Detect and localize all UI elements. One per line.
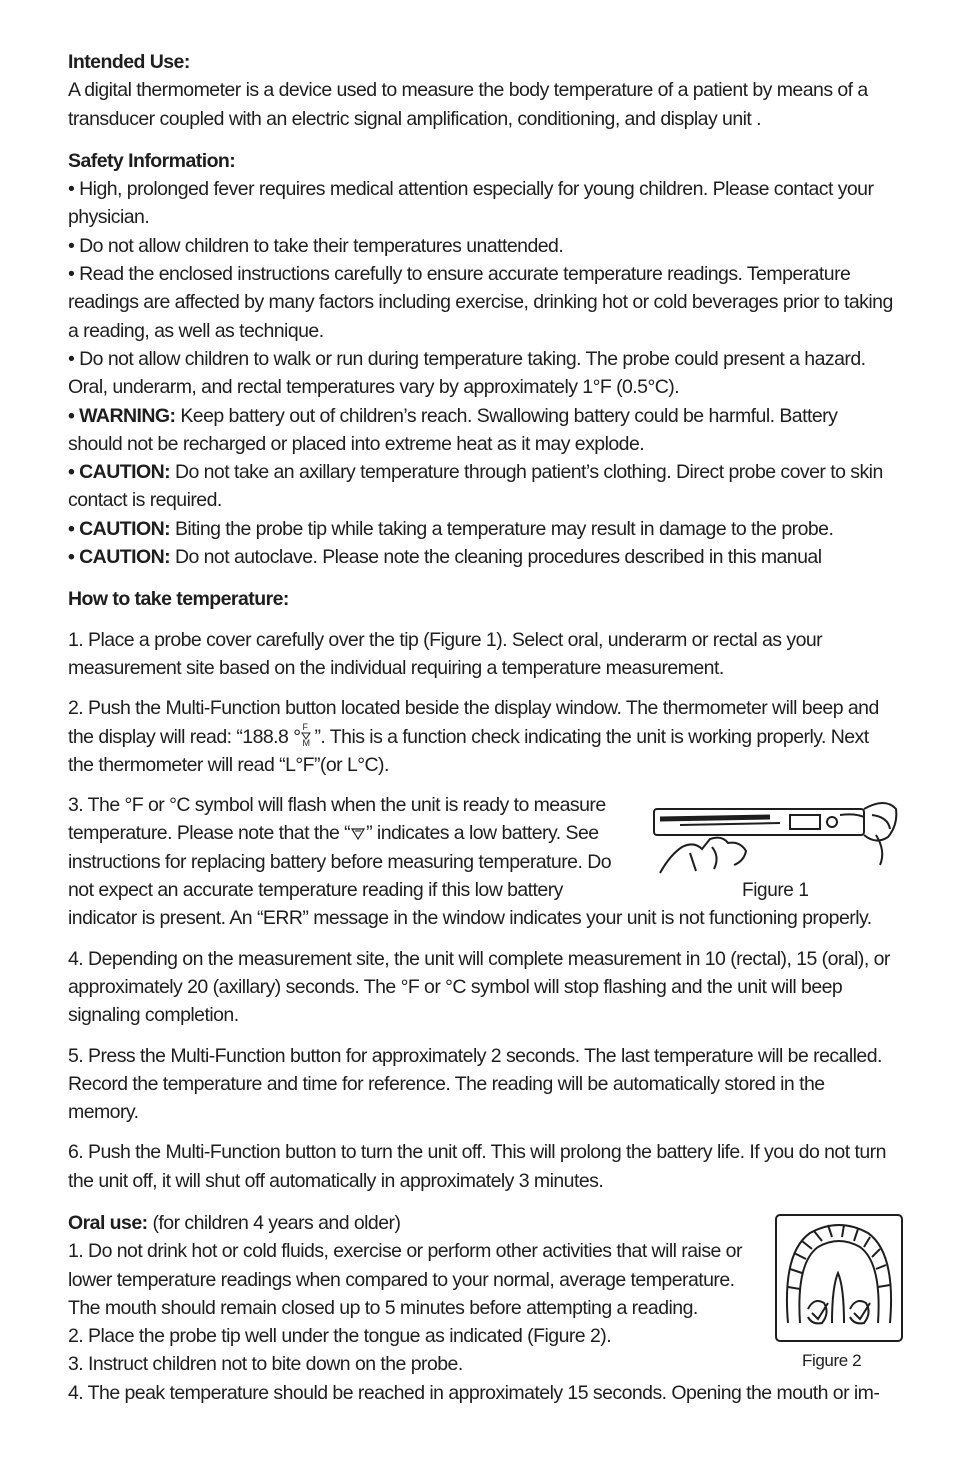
mouth-teeth-illustration [774,1213,904,1343]
oral-step-3: 3. Instruct children not to bite down on the probe. [68,1353,463,1376]
how-to-heading: How to take temperature: [68,588,289,611]
display-symbol-icon: F M [302,721,310,748]
oral-step-1: 1. Do not drink hot or cold fluids, exercise or perform other activities that will raise or lower temperature readings when compared to your normal, average temperature. The mouth should remain closed up to 5 minutes before attempting a reading. [68,1240,742,1319]
figure-1 [650,795,900,902]
intended-use-text: A digital thermometer is a device used to measure the body temperature of a patient by means of a transducer coupled with an electric signal amplification, conditioning, and display unit . [68,79,868,130]
safety-caution: • CAUTION: Do not take an axillary temperature through patient’s clothing. Direct probe cover to skin contact is required. [68,461,883,512]
oral-use-heading-line [68,1209,894,1237]
step-3-block [68,791,894,932]
step-6: 6. Push the Multi-Function button to turn the unit off. This will prolong the battery life. If you do not turn the unit off, it will shut off automatically in approximately 3 minutes. [68,1141,886,1192]
figure-1-caption: Figure 1 [742,880,809,902]
safety-caution: • CAUTION: Biting the probe tip while taking a temperature may result in damage to the probe. [68,517,834,540]
safety-item: • Read the enclosed instructions carefully to ensure accurate temperature readings. Temperature readings are affected by many factors including exercise, drinking hot or cold beverages prior to taking a reading, as well as technique. [68,263,893,342]
safety-warning: • WARNING: Keep battery out of children’s reach. Swallowing battery could be harmful. Battery should not be recharged or placed into extreme heat as it may explode. [68,404,838,455]
step-3: 3. The °F or °C symbol will flash when the unit is ready to measure temperature. Please note that the “ ” indicates a low battery. See instructions for replacing battery before measuring temperature. Do not expect an accurate temperature reading if this low battery indicator is present. An “ERR” message in the window indicates your unit is not functioning properly. [68,794,872,930]
safety-item: • High, prolonged fever requires medical attention especially for young children. Please contact your physician. [68,178,874,229]
step-5: 5. Press the Multi-Function button for approximately 2 seconds. The last temperature will be recalled. Record the temperature and time for reference. The reading will be automatically stored in the memory. [68,1044,882,1124]
step-2: 2. Push the Multi-Function button located beside the display window. The thermometer will beep and the display will read: “188.8 ° F M ”. This is a function check indicating the unit is working properly. Next the thermometer will read “L°F”(or L°C). [68,697,879,776]
safety-item: • Do not allow children to take their temperatures unattended. [68,234,564,257]
figure-2 [774,1213,904,1371]
step-1: 1. Place a probe cover carefully over the tip (Figure 1). Select oral, underarm or rectal as your measurement site based on the individual requiring a temperature measurement. [68,628,823,679]
manual-page [68,48,894,1407]
step-4: 4. Depending on the measurement site, the unit will complete measurement in 10 (rectal), 15 (oral), or approximately 20 (axillary) seconds. The °F or °C symbol will stop flashing and the unit will beep signaling completion. [68,947,890,1027]
safety-caution: • CAUTION: Do not autoclave. Please note the cleaning procedures described in this manual [68,546,822,569]
oral-step-4: 4. The peak temperature should be reached in approximately 15 seconds. Opening the mouth or im- [68,1381,880,1404]
intended-use-heading: Intended Use: [68,51,190,73]
oral-use-block [68,1209,894,1407]
figure-2-caption: Figure 2 [802,1350,862,1370]
safety-heading: Safety Information: [68,149,236,172]
low-battery-icon [350,827,366,841]
oral-step-2: 2. Place the probe tip well under the tongue as indicated (Figure 2). [68,1325,612,1348]
safety-item: • Do not allow children to walk or run during temperature taking. The probe could present a hazard. Oral, underarm, and rectal temperatures vary by approximately 1°F (0.5°C). [68,347,866,399]
oral-use-heading: Oral use: [68,1211,148,1234]
oral-use-subheading: (for children 4 years and older) [147,1211,401,1234]
thermometer-hand-illustration [650,795,900,875]
